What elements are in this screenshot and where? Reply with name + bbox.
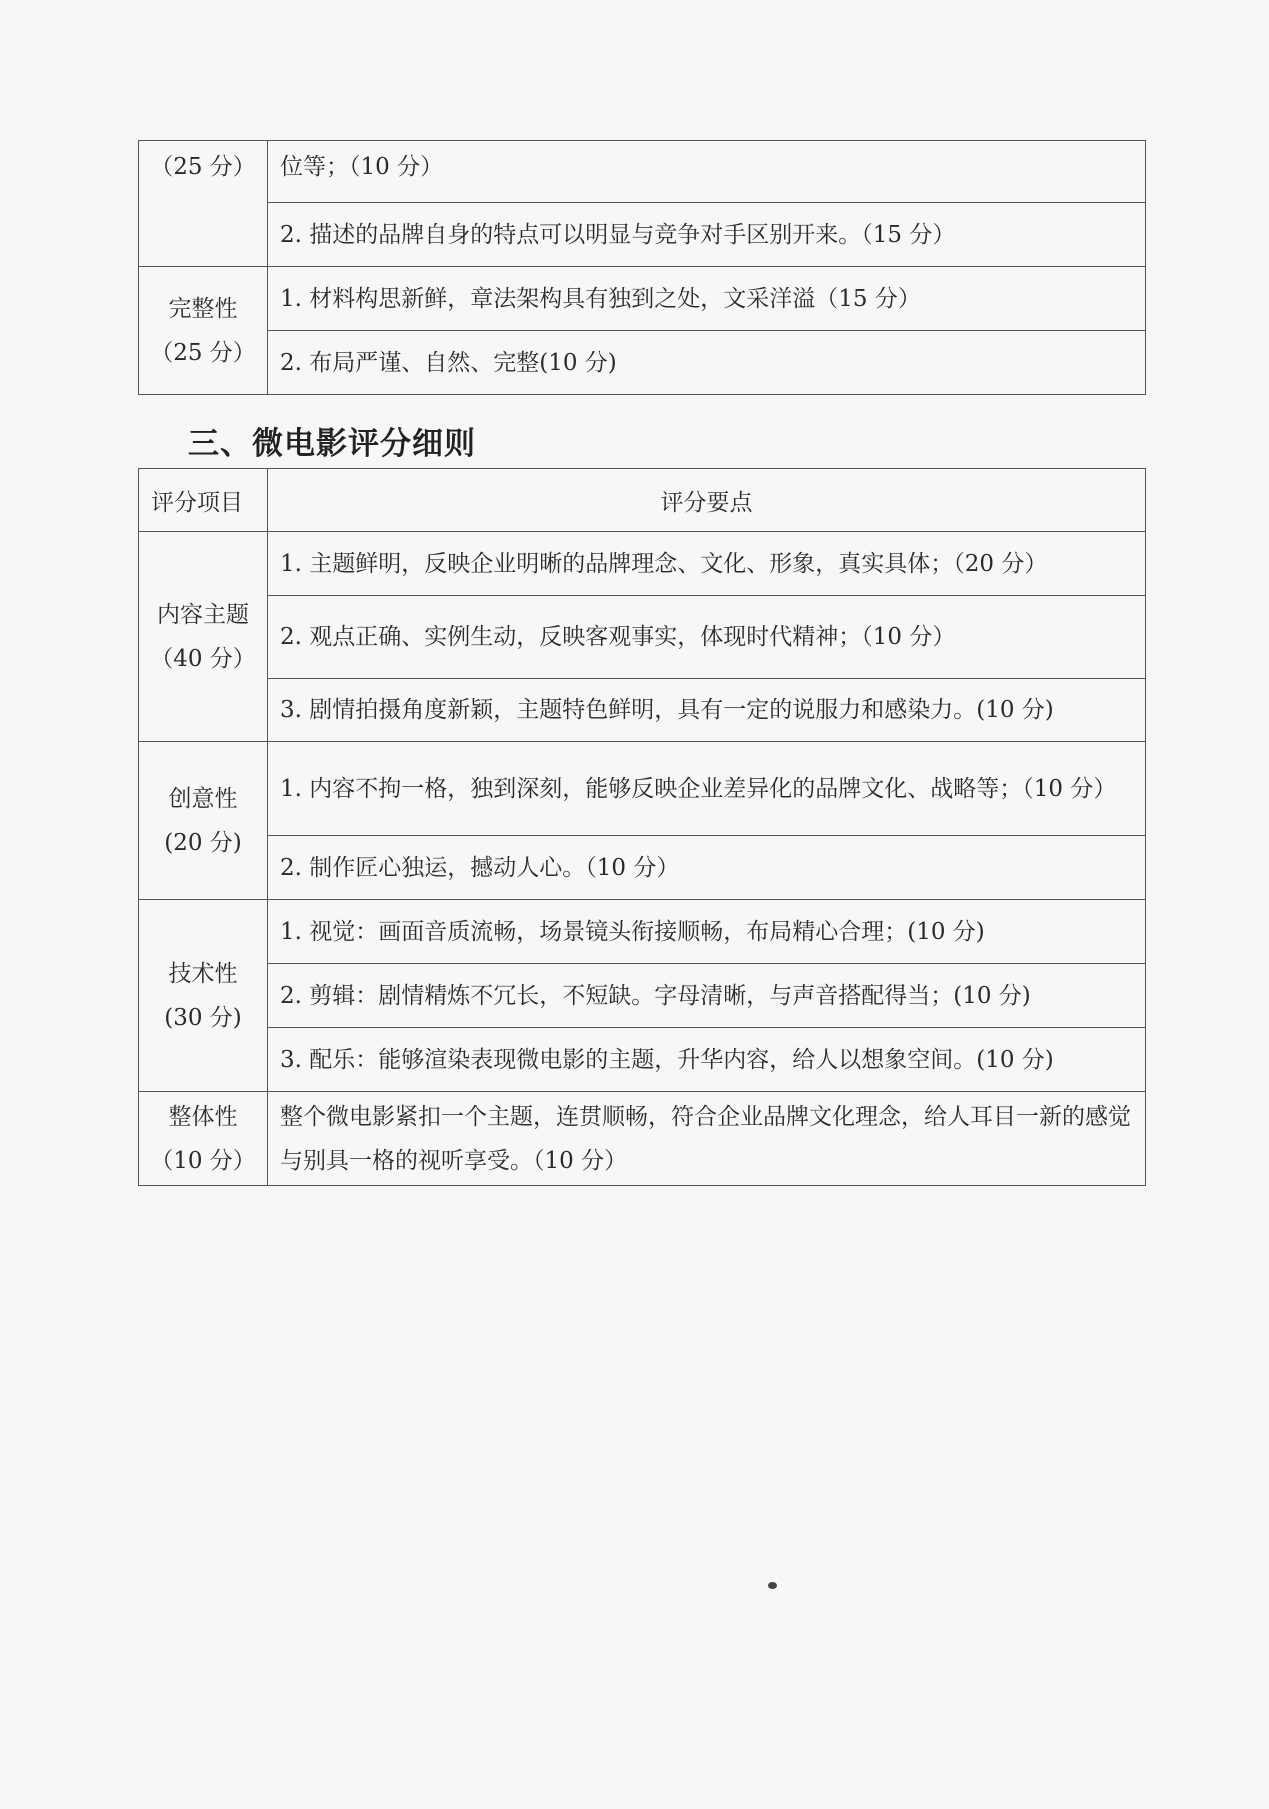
category-score: （10 分） bbox=[150, 1147, 256, 1174]
table-row bbox=[139, 836, 1146, 900]
header-points: 评分要点 bbox=[268, 469, 1146, 532]
point-cell: 2. 制作匠心独运，撼动人心。（10 分） bbox=[268, 836, 1146, 900]
category-score: (30 分) bbox=[164, 1004, 242, 1031]
table-row bbox=[139, 742, 1146, 836]
category-score: （40 分） bbox=[150, 645, 256, 672]
category-score: (20 分) bbox=[164, 829, 242, 856]
point-cell: 3. 剧情拍摄角度新颖，主题特色鲜明，具有一定的说服力和感染力。(10 分) bbox=[268, 679, 1146, 742]
scoring-table-continued bbox=[138, 140, 1146, 395]
point-cell: 1. 主题鲜明，反映企业明晰的品牌理念、文化、形象，真实具体；（20 分） bbox=[268, 532, 1146, 596]
table-row bbox=[139, 331, 1146, 395]
point-cell: 3. 配乐：能够渲染表现微电影的主题，升华内容，给人以想象空间。(10 分) bbox=[268, 1028, 1146, 1092]
category-name: 技术性 bbox=[168, 960, 238, 987]
table-row bbox=[139, 1092, 1146, 1186]
category-cell bbox=[139, 900, 268, 1092]
category-cell bbox=[139, 742, 268, 900]
category-cell bbox=[139, 1092, 268, 1186]
section-title: 三、微电影评分细则 bbox=[188, 426, 476, 462]
point-cell: 2. 描述的品牌自身的特点可以明显与竞争对手区别开来。（15 分） bbox=[268, 203, 1146, 267]
point-cell: 1. 内容不拘一格，独到深刻，能够反映企业差异化的品牌文化、战略等；（10 分） bbox=[268, 742, 1146, 836]
category-name: 整体性 bbox=[168, 1103, 238, 1130]
scan-speck bbox=[768, 1582, 777, 1589]
category-name: 创意性 bbox=[168, 785, 238, 812]
point-cell: 1. 材料构思新鲜，章法架构具有独到之处，文采洋溢（15 分） bbox=[268, 267, 1146, 331]
point-cell: 2. 观点正确、实例生动，反映客观事实，体现时代精神；（10 分） bbox=[268, 596, 1146, 679]
table-row bbox=[139, 596, 1146, 679]
table-row bbox=[139, 964, 1146, 1028]
point-cell: 位等；（10 分） bbox=[268, 141, 1146, 203]
point-cell: 整个微电影紧扣一个主题，连贯顺畅，符合企业品牌文化理念，给人耳目一新的感觉与别具一格的视听享受。（10 分） bbox=[268, 1092, 1146, 1186]
category-name: 完整性 bbox=[168, 295, 238, 322]
category-name: 内容主题 bbox=[157, 601, 249, 628]
table-row bbox=[139, 679, 1146, 742]
category-cell bbox=[139, 141, 268, 267]
point-cell: 2. 布局严谨、自然、完整(10 分) bbox=[268, 331, 1146, 395]
category-cell bbox=[139, 532, 268, 742]
point-cell: 2. 剪辑：剧情精炼不冗长，不短缺。字母清晰，与声音搭配得当；(10 分) bbox=[268, 964, 1146, 1028]
category-score: （25 分） bbox=[150, 339, 256, 366]
point-cell: 1. 视觉：画面音质流畅，场景镜头衔接顺畅，布局精心合理；(10 分) bbox=[268, 900, 1146, 964]
table-row bbox=[139, 1028, 1146, 1092]
table-row bbox=[139, 141, 1146, 203]
table-row bbox=[139, 203, 1146, 267]
table-header-row bbox=[139, 469, 1146, 532]
table-row bbox=[139, 532, 1146, 596]
header-category: 评分项目 bbox=[139, 469, 268, 532]
category-score: （25 分） bbox=[150, 154, 256, 180]
micro-film-scoring-table bbox=[138, 468, 1146, 1186]
table-row bbox=[139, 900, 1146, 964]
category-cell bbox=[139, 267, 268, 395]
table-row bbox=[139, 267, 1146, 331]
